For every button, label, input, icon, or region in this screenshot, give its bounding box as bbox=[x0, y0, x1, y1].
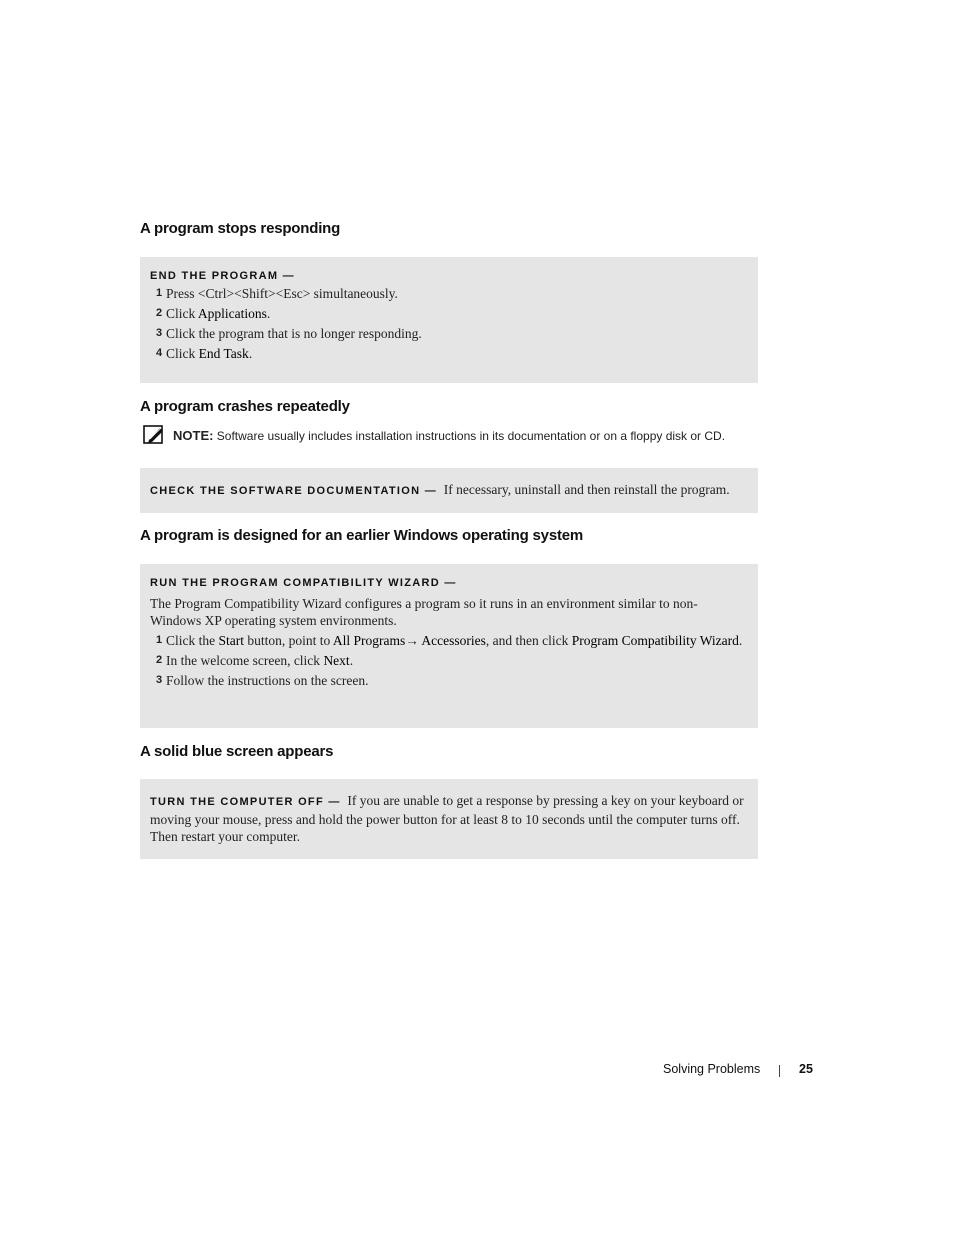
ui-term: Next bbox=[323, 653, 350, 668]
step-number: 2 bbox=[156, 307, 163, 319]
step-number: 2 bbox=[156, 654, 163, 666]
step-text: . bbox=[266, 306, 271, 321]
step-text: button, point to bbox=[244, 633, 333, 648]
note-text-wrap bbox=[173, 428, 725, 443]
section-heading: A program stops responding bbox=[140, 220, 341, 237]
procedure-text: If you are unable to get a response by pressing a key on your keyboard or moving your mouse, press and hold the power button for at least 8 to 10 seconds until the computer turns off. Then restart your computer. bbox=[150, 793, 744, 844]
procedure-content bbox=[150, 481, 748, 500]
step-text: , and then click bbox=[485, 633, 572, 648]
ui-term: Applications bbox=[197, 306, 267, 321]
step bbox=[150, 305, 748, 322]
ui-term: Program Compatibility Wizard bbox=[571, 633, 739, 648]
section-heading: A program crashes repeatedly bbox=[140, 398, 350, 415]
step-number: 4 bbox=[156, 347, 163, 359]
ui-term: Accessories bbox=[418, 633, 486, 648]
footer-divider bbox=[779, 1065, 780, 1077]
step-text: . bbox=[738, 633, 743, 648]
step bbox=[150, 652, 748, 669]
step bbox=[150, 285, 748, 302]
step-text: Click the program that is no longer responding. bbox=[166, 326, 422, 341]
arrow-glyph: → bbox=[405, 633, 419, 648]
ui-term: All Programs bbox=[332, 633, 406, 648]
step bbox=[150, 632, 748, 649]
procedure-box bbox=[140, 468, 758, 513]
page-number: 25 bbox=[799, 1062, 813, 1076]
step bbox=[150, 672, 748, 689]
ui-term: End Task bbox=[198, 346, 249, 361]
step-text: Follow the instructions on the screen. bbox=[166, 673, 369, 688]
note-label: NOTE: bbox=[173, 428, 214, 443]
step-number: 1 bbox=[156, 287, 163, 299]
procedure-content bbox=[150, 792, 748, 845]
procedure-title: TURN THE COMPUTER OFF — bbox=[150, 796, 341, 808]
step bbox=[150, 325, 748, 342]
step-text: Click the bbox=[166, 633, 219, 648]
ui-term: Start bbox=[218, 633, 244, 648]
note-text: Software usually includes installation instructions in its documentation or on a floppy disk or CD. bbox=[216, 429, 726, 443]
procedure-title: RUN THE PROGRAM COMPATIBILITY WIZARD — bbox=[150, 577, 457, 589]
footer-section-name: Solving Problems bbox=[663, 1062, 761, 1076]
procedure-box bbox=[140, 564, 758, 728]
procedure-title: END THE PROGRAM — bbox=[150, 270, 295, 282]
step-number: 3 bbox=[156, 327, 163, 339]
step-text: Click bbox=[166, 346, 199, 361]
step-text: . bbox=[248, 346, 253, 361]
step-text: Press <Ctrl><Shift><Esc> simultaneously. bbox=[166, 286, 398, 301]
procedure-intro: The Program Compatibility Wizard configures a program so it runs in an environment similar to non-Windows XP operating system environments. bbox=[150, 596, 698, 628]
procedure-title: CHECK THE SOFTWARE DOCUMENTATION — bbox=[150, 485, 438, 497]
step-text: . bbox=[349, 653, 354, 668]
procedure-box bbox=[140, 257, 758, 383]
step-text: In the welcome screen, click bbox=[166, 653, 324, 668]
procedure-box bbox=[140, 779, 758, 859]
procedure-text: If necessary, uninstall and then reinstall the program. bbox=[443, 482, 730, 497]
section-heading: A solid blue screen appears bbox=[140, 743, 334, 760]
step-number: 3 bbox=[156, 674, 163, 686]
step bbox=[150, 345, 748, 362]
section-heading: A program is designed for an earlier Windows operating system bbox=[140, 527, 584, 544]
pencil-note-icon bbox=[143, 425, 165, 445]
step-number: 1 bbox=[156, 634, 163, 646]
step-text: Click bbox=[166, 306, 198, 321]
